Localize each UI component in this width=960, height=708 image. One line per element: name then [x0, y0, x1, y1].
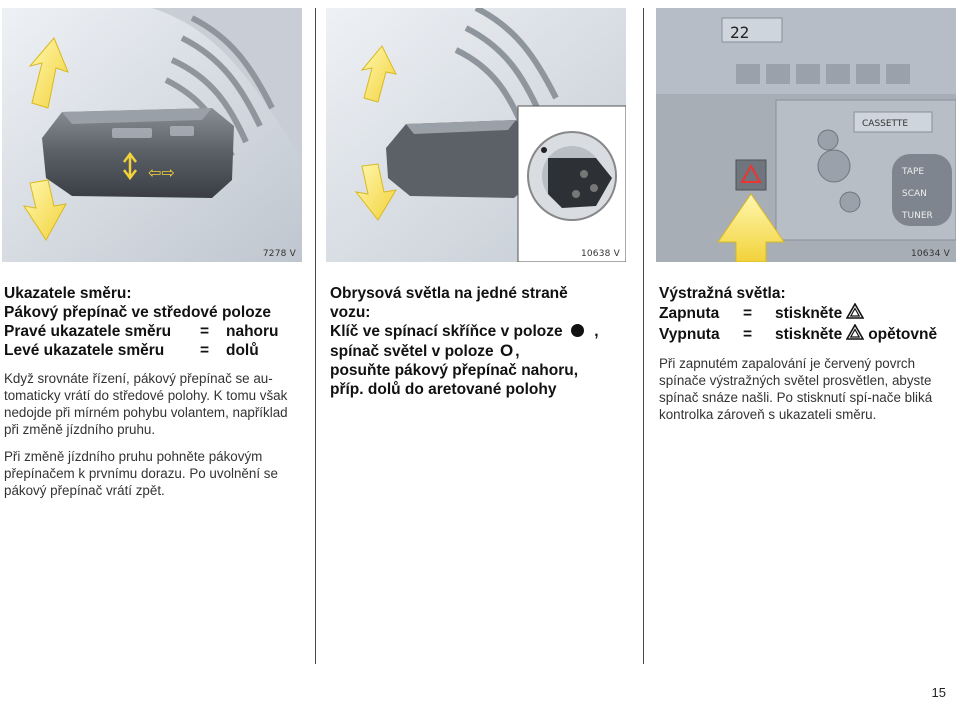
right-indicators-row	[4, 322, 304, 341]
key-position-line	[330, 322, 630, 341]
left-indicators-row	[4, 341, 304, 360]
equals-sign: =	[200, 323, 210, 340]
row-value: stiskněte	[775, 326, 843, 343]
ignition-illustration	[326, 8, 626, 262]
turn-signal-section	[4, 284, 304, 499]
figure-hazard-switch	[656, 8, 956, 262]
svg-text:⇦⇨: ⇦⇨	[148, 163, 175, 182]
paragraph: Když srovnáte řízení, pákový přepínač se au-tomaticky vrátí do středové polohy. K tomu však nedojde při mírném pohybu volantem, například při změně jízdního pruhu.	[4, 371, 288, 437]
text-line: vozu:	[330, 304, 371, 321]
section-title: Ukazatele směru:	[4, 285, 132, 302]
dashboard-illustration	[656, 8, 956, 262]
cassette-slot: CASSETTE	[862, 119, 909, 129]
equals-sign: =	[200, 342, 210, 359]
hazard-triangle-icon	[846, 303, 864, 324]
scan-button-label: SCAN	[902, 189, 927, 199]
column-divider	[315, 8, 316, 664]
row-value: stiskněte	[775, 305, 843, 322]
row-suffix: opětovně	[868, 326, 938, 343]
hazard-off-row	[659, 324, 959, 345]
lever-center-line: Pákový přepínač ve středové poloze	[4, 304, 272, 321]
row-value: dolů	[226, 342, 259, 359]
text-line: Obrysová světla na jedné straně	[330, 285, 568, 302]
text-line: příp. dolů do aretované polohy	[330, 381, 557, 398]
stalk-illustration	[2, 8, 302, 262]
tuner-button-label: TUNER	[902, 211, 933, 221]
row-value: nahoru	[226, 323, 279, 340]
section-title: Výstražná světla:	[659, 285, 786, 302]
text-fragment: ,	[515, 343, 520, 360]
hazard-triangle-icon	[846, 324, 864, 345]
text-fragment: Klíč ve spínací skříňce v poloze	[330, 323, 563, 340]
radio-clock: 22	[730, 23, 750, 42]
column-divider	[643, 8, 644, 664]
figure-code: 7278 V	[262, 249, 296, 259]
row-label: Zapnuta	[659, 305, 720, 322]
paragraph: Při zapnutém zapalování je červený povrch spínače výstražných světel prosvětlen, abyste spínač snáze našli. Po stisknutí spí-nače bliká kontrolka zároveň s ukazateli směru.	[659, 356, 933, 422]
paragraph: Při změně jízdního pruhu pohněte pákovým přepínačem k prvnímu dorazu. Po uvolnění se pákový přepínač vrátí zpět.	[4, 449, 278, 498]
figure-code: 10634 V	[910, 249, 950, 259]
figure-turn-signal-stalk	[2, 8, 302, 262]
switch-position-line	[330, 341, 630, 361]
row-label: Pravé ukazatele směru	[4, 323, 172, 340]
row-label: Vypnuta	[659, 326, 720, 343]
filled-circle-icon	[571, 324, 584, 337]
page-number: 15	[931, 685, 946, 700]
parking-light-section	[330, 284, 630, 399]
equals-sign: =	[743, 305, 753, 322]
figure-ignition-key	[326, 8, 626, 262]
text-line: posuňte pákový přepínač nahoru,	[330, 362, 579, 379]
hazard-on-row	[659, 303, 959, 324]
row-label: Levé ukazatele směru	[4, 342, 165, 359]
hazard-light-section	[659, 284, 959, 423]
equals-sign: =	[743, 326, 753, 343]
figure-code: 10638 V	[580, 249, 620, 259]
tape-button-label: TAPE	[902, 167, 925, 177]
light-off-symbol: O	[500, 341, 514, 360]
text-fragment: ,	[594, 323, 599, 340]
text-fragment: spínač světel v poloze	[330, 343, 494, 360]
